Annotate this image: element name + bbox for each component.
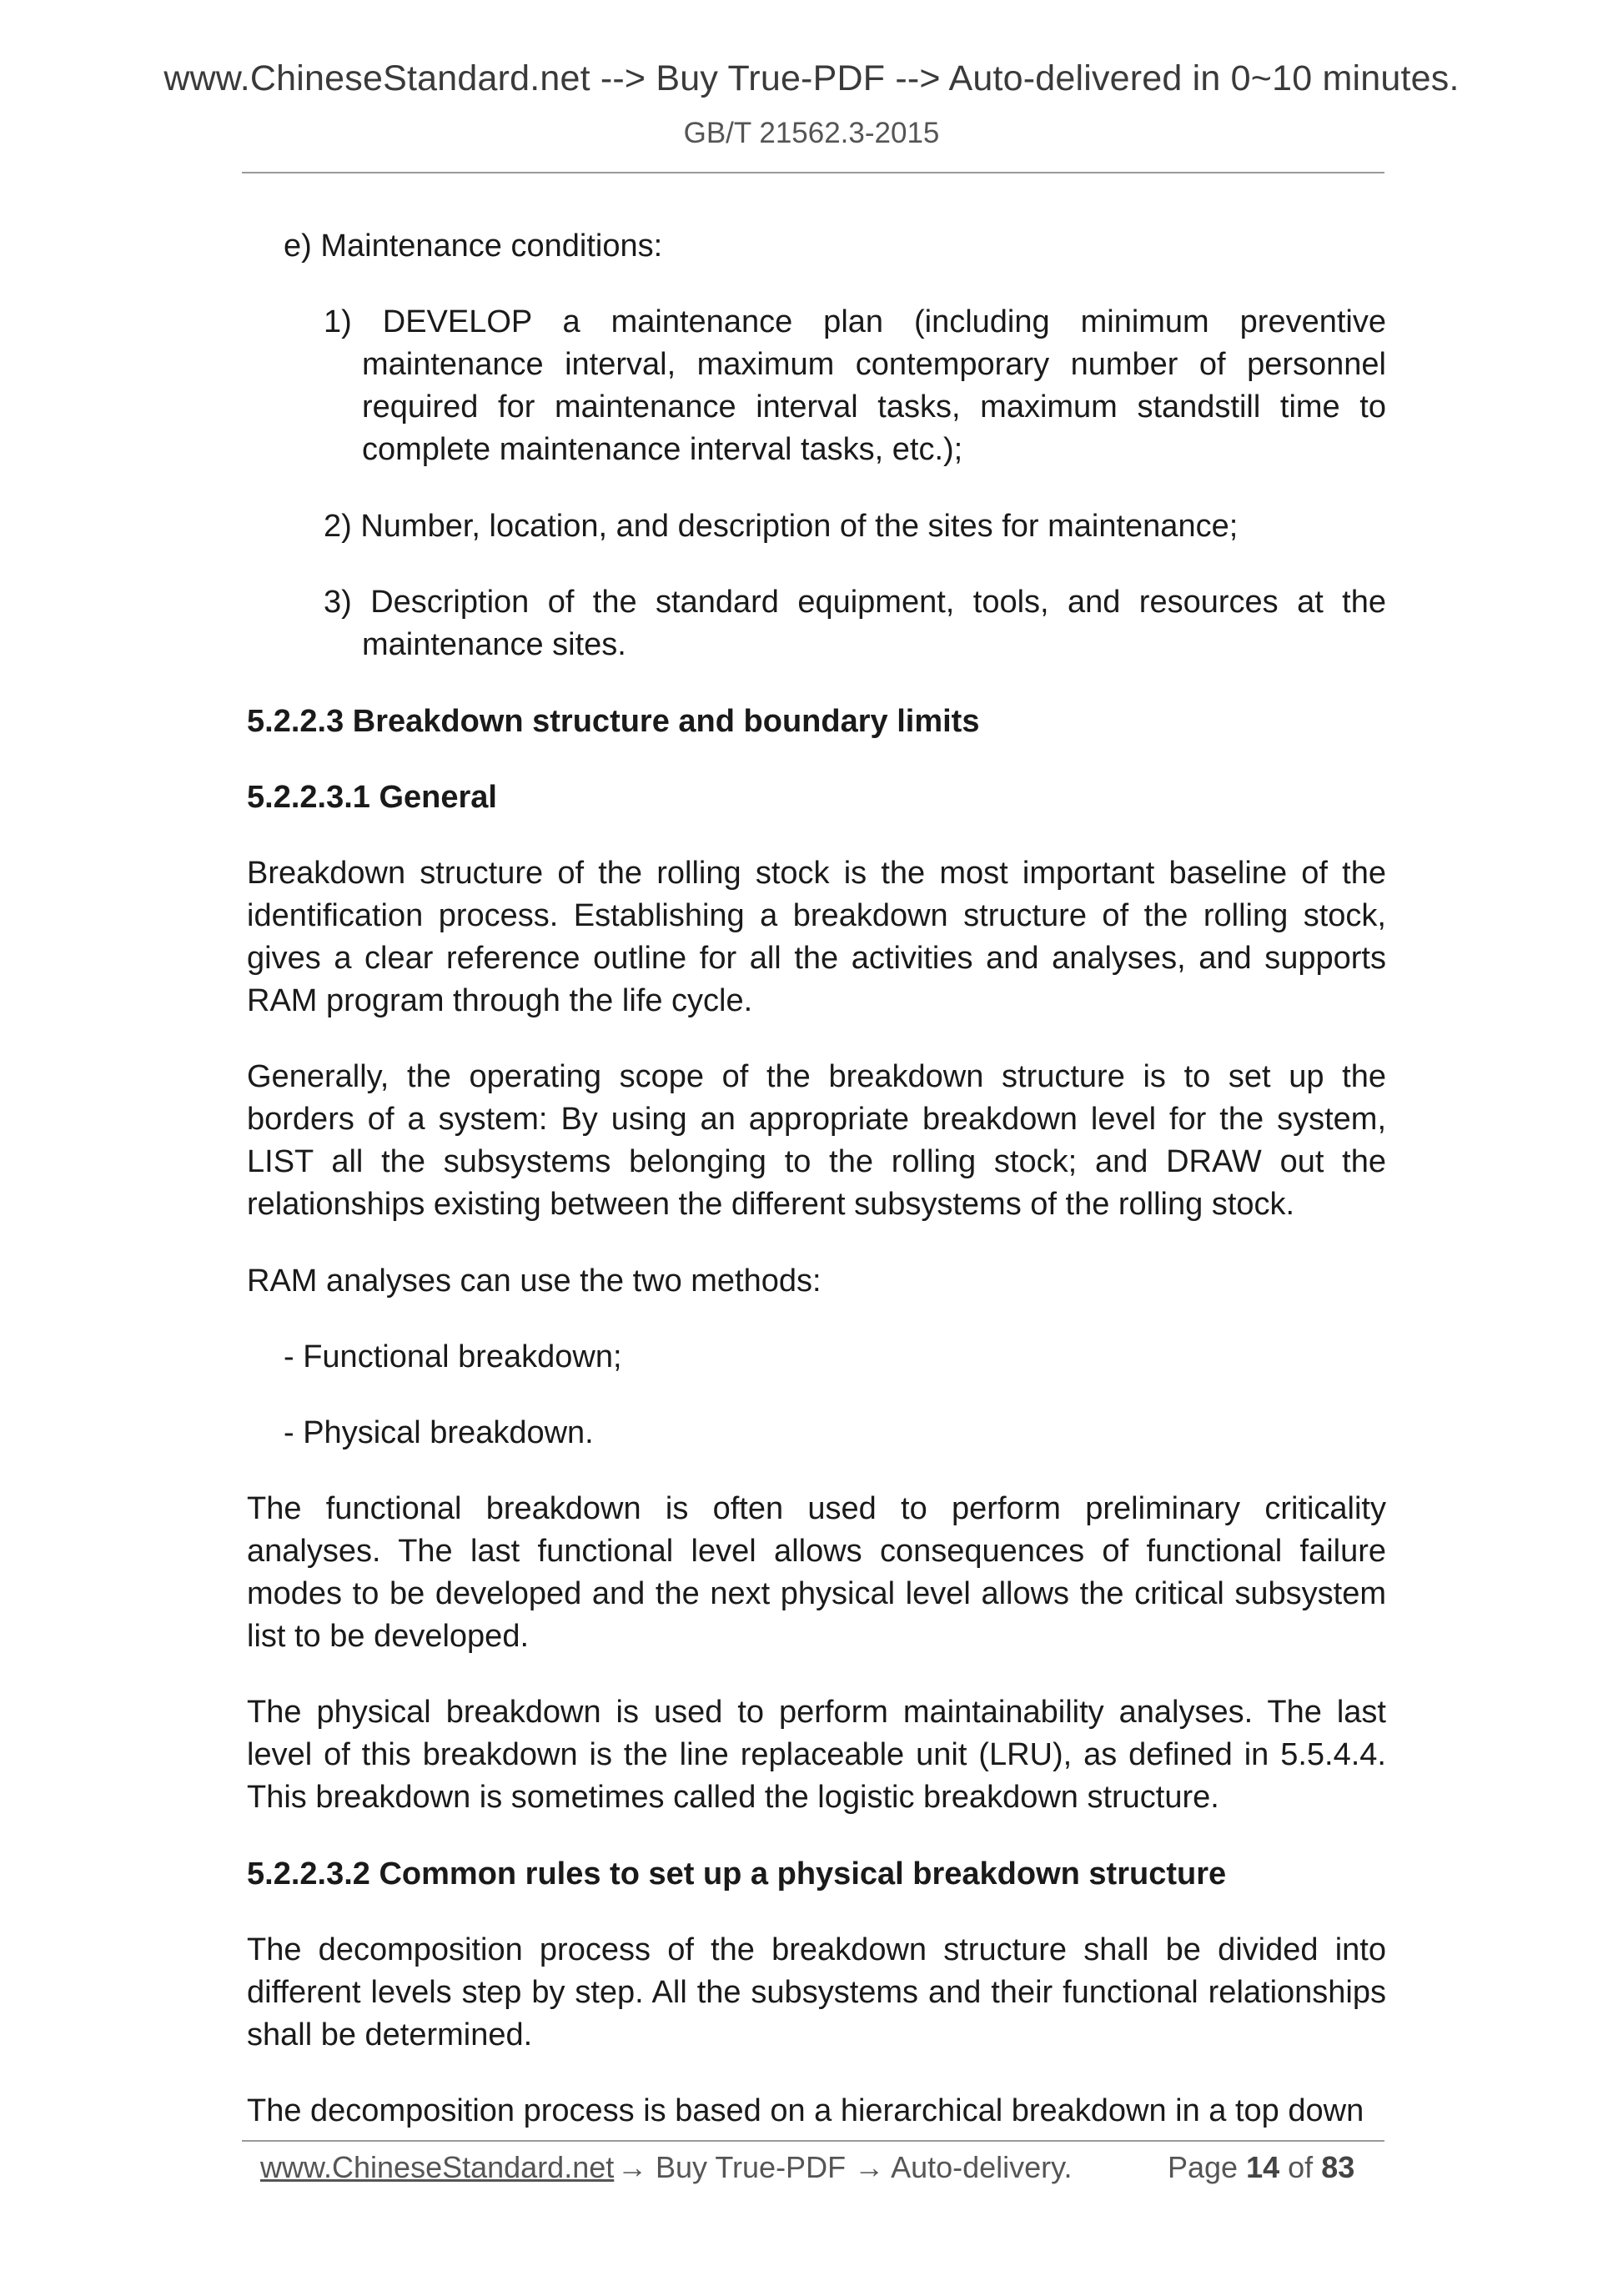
footer-divider bbox=[242, 2140, 1384, 2142]
header-banner: www.ChineseStandard.net --> Buy True-PDF --> Auto-delivered in 0~10 minutes. bbox=[163, 58, 1460, 98]
paragraph-breakdown-intro: Breakdown structure of the rolling stock is the most important baseline of the identification process. Establishing a breakdown structure of the rolling stock, gives a clear reference outline for all the activities and analyses, and supports RAM program through the life cycle. bbox=[247, 856, 1386, 1018]
maintenance-conditions-label: e) Maintenance conditions: bbox=[284, 229, 663, 264]
page-label: Page bbox=[1168, 2150, 1239, 2184]
page-of-label: of bbox=[1288, 2150, 1314, 2184]
heading-5-2-2-3-2: 5.2.2.3.2 Common rules to set up a physical breakdown structure bbox=[247, 1856, 1227, 1892]
paragraph-functional-breakdown: The functional breakdown is often used to perform preliminary criticality analyses. The last functional level allows consequences of functional failure modes to be developed and the next physical level allows the critical subsystem list to be developed. bbox=[247, 1491, 1386, 1654]
page-indicator bbox=[1168, 2150, 1354, 2185]
paragraph-operating-scope: Generally, the operating scope of the breakdown structure is to set up the borders of a system: By using an appropriate breakdown level for the system, LIST all the subsystems belonging to the rolling stock; and DRAW out the relationships existing between the different subsystems of the rolling stock. bbox=[247, 1059, 1386, 1222]
paragraph-decomposition-process: The decomposition process is based on a hierarchical breakdown in a top down bbox=[247, 2093, 1364, 2128]
list-item-physical: - Physical breakdown. bbox=[284, 1415, 594, 1450]
footer-site-link[interactable]: www.ChineseStandard.net bbox=[260, 2150, 615, 2184]
maintenance-item-2: 2) Number, location, and description of the sites for maintenance; bbox=[324, 509, 1239, 544]
paragraph-decomposition-levels: The decomposition process of the breakdown structure shall be divided into different levels step by step. All the subsystems and their functional relationships shall be determined. bbox=[247, 1932, 1386, 2052]
heading-5-2-2-3-1: 5.2.2.3.1 General bbox=[247, 780, 497, 815]
maintenance-item-3: 3) Description of the standard equipment, tools, and resources at the maintenance sites. bbox=[324, 585, 1386, 662]
paragraph-physical-breakdown: The physical breakdown is used to perform maintainability analyses. The last level of this breakdown is the line replaceable unit (LRU), as defined in 5.5.4.4. This breakdown is sometimes called the logistic breakdown structure. bbox=[247, 1695, 1386, 1815]
heading-5-2-2-3: 5.2.2.3 Breakdown structure and boundary limits bbox=[247, 704, 980, 739]
list-item-functional: - Functional breakdown; bbox=[284, 1339, 622, 1374]
page-number: 14 bbox=[1246, 2150, 1280, 2184]
page-total: 83 bbox=[1321, 2150, 1355, 2184]
header-divider bbox=[242, 172, 1384, 173]
footer-promo-text: → Buy True-PDF → Auto-delivery. bbox=[617, 2150, 1073, 2184]
maintenance-item-1: 1) DEVELOP a maintenance plan (including minimum preventive maintenance interval, maximum contemporary number of personnel required for maintenance interval tasks, maximum standstill time to complete maintenance interval tasks, etc.); bbox=[324, 304, 1386, 467]
standard-number: GB/T 21562.3-2015 bbox=[683, 117, 940, 149]
paragraph-ram-methods: RAM analyses can use the two methods: bbox=[247, 1264, 822, 1299]
